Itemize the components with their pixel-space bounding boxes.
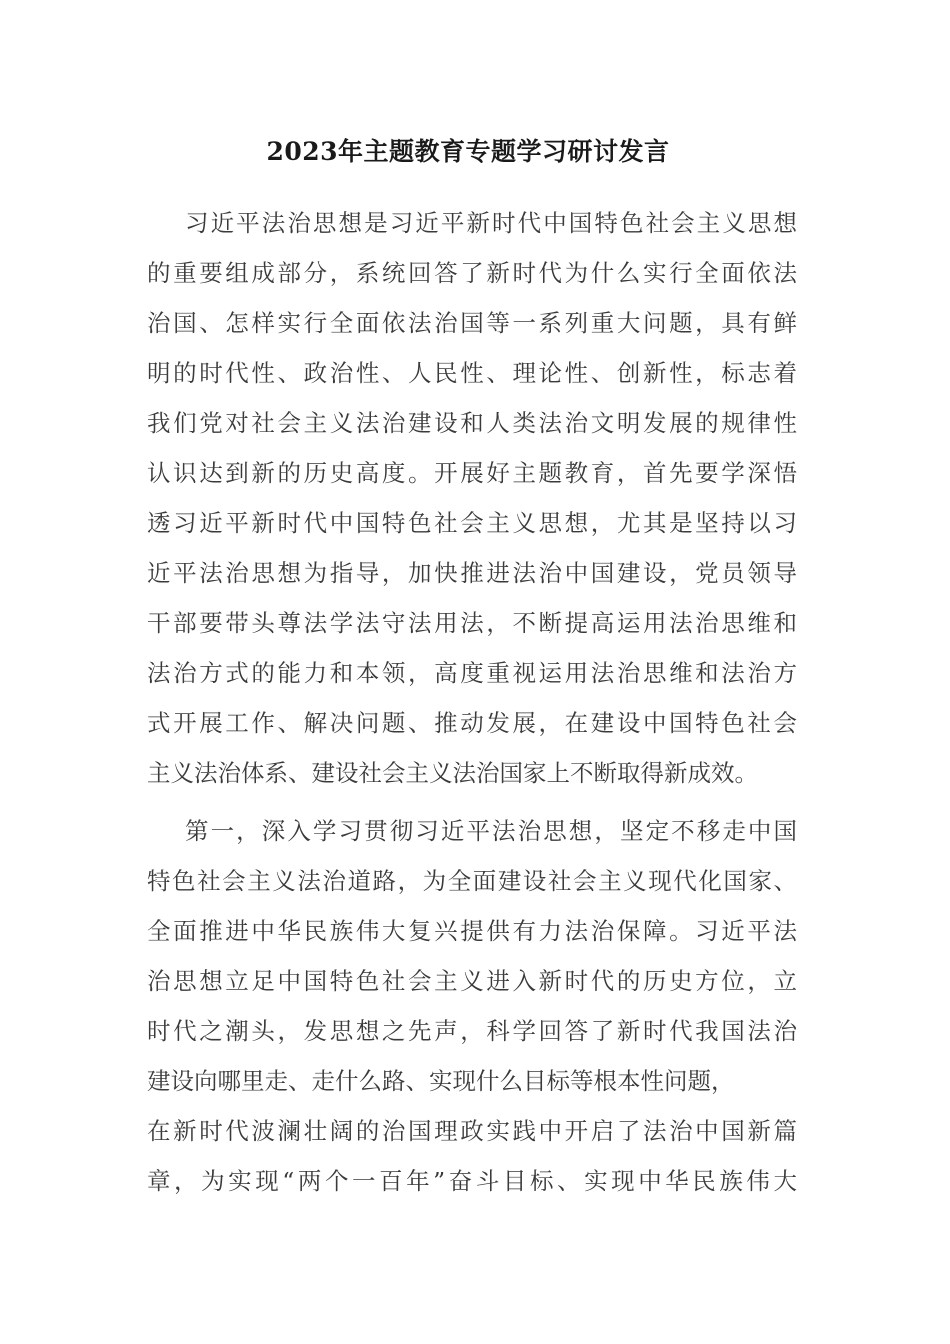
text-line: 认识达到新的历史高度。开展好主题教育，首先要学深悟 <box>147 459 797 487</box>
text-line: 主义法治体系、建设社会主义法治国家上不断取得新成效。 <box>147 759 758 787</box>
text-line: 第一，深入学习贯彻习近平法治思想，坚定不移走中国 <box>185 817 797 845</box>
text-line: 我们党对社会主义法治建设和人类法治文明发展的规律性 <box>147 409 797 437</box>
text-line: 透习近平新时代中国特色社会主义思想，尤其是坚持以习 <box>147 509 797 537</box>
text-line: 章，为实现“两个一百年”奋斗目标、实现中华民族伟大 <box>147 1167 797 1195</box>
text-line: 明的时代性、政治性、人民性、理论性、创新性，标志着 <box>147 359 797 387</box>
document-title: 2023年主题教育专题学习研讨发言 <box>266 137 670 166</box>
text-line: 式开展工作、解决问题、推动发展，在建设中国特色社会 <box>147 709 797 737</box>
text-line: 治国、怎样实行全面依法治国等一系列重大问题，具有鲜 <box>147 309 797 337</box>
text-line: 的重要组成部分，系统回答了新时代为什么实行全面依法 <box>147 259 797 287</box>
text-line: 习近平法治思想是习近平新时代中国特色社会主义思想 <box>185 209 797 237</box>
text-line: 在新时代波澜壮阔的治国理政实践中开启了法治中国新篇 <box>147 1117 797 1145</box>
text-line: 近平法治思想为指导，加快推进法治中国建设，党员领导 <box>147 559 797 587</box>
text-line: 时代之潮头，发思想之先声，科学回答了新时代我国法治 <box>147 1017 797 1045</box>
paragraph-intro <box>147 198 797 798</box>
text-line: 治思想立足中国特色社会主义进入新时代的历史方位，立 <box>147 967 797 995</box>
text-line: 建设向哪里走、走什么路、实现什么目标等根本性问题， <box>147 1067 735 1095</box>
text-line: 法治方式的能力和本领，高度重视运用法治思维和法治方 <box>147 659 797 687</box>
text-line: 全面推进中华民族伟大复兴提供有力法治保障。习近平法 <box>147 917 797 945</box>
text-line: 特色社会主义法治道路，为全面建设社会主义现代化国家、 <box>147 867 797 895</box>
paragraph-first-point <box>147 806 797 1206</box>
text-line: 干部要带头尊法学法守法用法，不断提高运用法治思维和 <box>147 609 797 637</box>
